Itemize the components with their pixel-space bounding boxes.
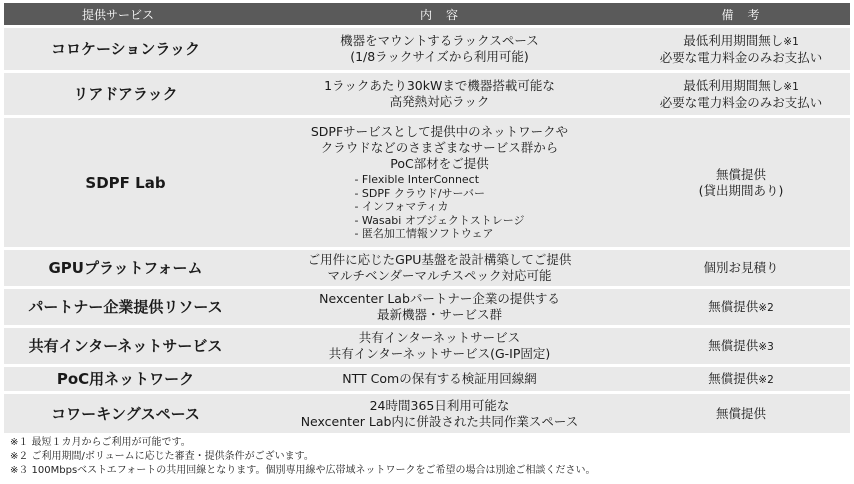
desc-line: 1ラックあたり30kWまで機器搭載可能な	[324, 78, 555, 93]
table-row	[4, 247, 850, 286]
list-item: - Wasabi オブジェクトストレージ	[354, 213, 525, 227]
desc-line: クラウドなどのさまざまなサービス群から	[320, 140, 559, 155]
table-row	[4, 325, 850, 364]
desc-line: 共有インターネットサービス	[358, 330, 521, 345]
note-text: 無償提供	[708, 370, 759, 386]
service-name: コワーキングスペース	[4, 391, 247, 433]
service-note	[632, 25, 850, 70]
service-desc	[247, 115, 632, 247]
table-row	[4, 25, 850, 70]
desc-line: ご用件に応じたGPU基盤を設計構築してご提供	[307, 252, 572, 267]
note-text: 最低利用期間無し	[683, 32, 784, 48]
service-desc	[247, 70, 632, 115]
table-header-row	[4, 3, 850, 25]
service-note	[632, 247, 850, 286]
list-item: - Flexible InterConnect	[354, 173, 480, 186]
note-text: 無償提供	[715, 166, 766, 182]
footnote: ※２ ご利用期間/ボリュームに応じた審査・提供条件がございます。	[10, 451, 314, 462]
note-text: 個別お見積り	[703, 260, 779, 275]
service-note	[632, 70, 850, 115]
service-name: GPUプラットフォーム	[4, 247, 247, 286]
service-desc	[247, 247, 632, 286]
service-desc	[247, 364, 632, 391]
footnote-ref: ※3	[758, 340, 774, 353]
desc-line: 機器をマウントするラックスペース	[340, 33, 539, 48]
list-item: - SDPF クラウド/サーバー	[354, 186, 485, 200]
sdpf-item-list	[354, 173, 524, 241]
footnote-ref: ※1	[783, 80, 799, 93]
note-text: 無償提供	[708, 298, 759, 314]
desc-line: NTT Comの保有する検証用回線網	[342, 371, 537, 386]
note-text: (貸出期間あり)	[698, 182, 784, 198]
service-name: PoC用ネットワーク	[4, 364, 247, 391]
desc-line: SDPFサービスとして提供中のネットワークや	[310, 124, 569, 139]
service-table	[4, 3, 850, 433]
note-text: 必要な電力料金のみお支払い	[659, 49, 823, 65]
service-name: コロケーションラック	[4, 25, 247, 70]
service-name: パートナー企業提供リソース	[4, 286, 247, 325]
footnote-ref: ※2	[758, 301, 774, 314]
service-note	[632, 391, 850, 433]
service-note	[632, 286, 850, 325]
note-text: 最低利用期間無し	[683, 77, 784, 93]
note-text: 無償提供	[708, 337, 759, 353]
service-name: 共有インターネットサービス	[4, 325, 247, 364]
header-service: 提供サービス	[4, 3, 247, 25]
desc-line: 共有インターネットサービス(G-IP固定)	[328, 346, 551, 361]
footnote-ref: ※1	[783, 35, 799, 48]
service-name: SDPF Lab	[4, 115, 247, 247]
service-note	[632, 115, 850, 247]
footnote-ref: ※2	[758, 373, 774, 386]
footnotes	[10, 436, 595, 478]
footnote: ※３ 100Mbpsベストエフォートの共用回線となります。個別専用線や広帯域ネットワークをご希望の場合は別途ご相談ください。	[10, 465, 596, 476]
list-item: - インフォマティカ	[354, 200, 449, 213]
list-item: - 匿名加工情報ソフトウェア	[354, 227, 494, 240]
header-notes: 備 考	[632, 3, 850, 25]
note-text: 必要な電力料金のみお支払い	[659, 94, 823, 110]
table-row	[4, 115, 850, 247]
desc-line: マルチベンダーマルチスペック対応可能	[327, 268, 552, 283]
service-desc	[247, 25, 632, 70]
desc-line: 24時間365日利用可能な	[369, 397, 510, 413]
service-desc	[247, 325, 632, 364]
service-desc	[247, 286, 632, 325]
footnote: ※１ 最短１カ月からご利用が可能です。	[10, 437, 191, 448]
desc-line: 高発熱対応ラック	[389, 94, 490, 109]
service-note	[632, 364, 850, 391]
desc-line: Nexcenter Labパートナー企業の提供する	[319, 291, 560, 306]
note-text: 無償提供	[715, 405, 766, 421]
table-row	[4, 391, 850, 433]
table-row	[4, 364, 850, 391]
desc-line: (1/8ラックサイズから利用可能)	[350, 49, 529, 64]
desc-line: 最新機器・サービス群	[376, 307, 502, 322]
desc-line: Nexcenter Lab内に併設された共同作業スペース	[300, 413, 579, 429]
table-row	[4, 70, 850, 115]
header-content: 内 容	[247, 3, 632, 25]
service-desc	[247, 391, 632, 433]
table-row	[4, 286, 850, 325]
desc-line: PoC部材をご提供	[390, 156, 489, 171]
service-name: リアドアラック	[4, 70, 247, 115]
service-note	[632, 325, 850, 364]
